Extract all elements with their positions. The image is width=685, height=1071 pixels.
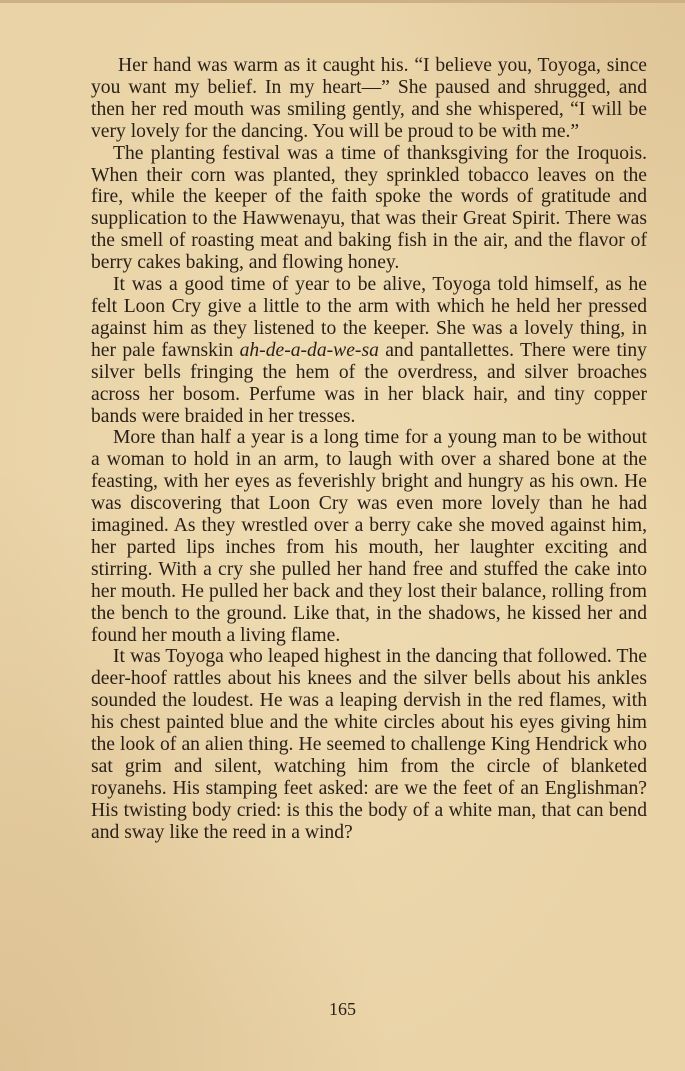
paragraph [91,55,647,143]
paragraph-text: Her hand was warm as it caught his. “I believe you, Toyoga, since you want my belief. In my heart—” She paused and shrugged, and then her red mouth was smiling gently, and she whispered, “I will be very lovely for the dancing. You will be proud to be with me.” [91,55,647,142]
paragraph-text: More than half a year is a long time for a young man to be without a woman to hold in an arm, to laugh with over a shared bone at the feasting, with her eyes as feverishly bright and hungry as his own. He was discovering that Loon Cry was even more lovely than he had imagined. As they wrestled over a berry cake she moved against him, her parted lips inches from his mouth, her laughter exciting and stirring. With a cry she pulled her hand free and stuffed the cake into her mouth. He pulled her back and they lost their balance, rolling from the bench to the ground. Like that, in the shadows, he kissed her and found her mouth a living flame. [91,427,647,646]
paragraph [91,274,647,427]
paragraph [91,143,647,274]
paragraph [91,427,647,646]
body-text [91,55,647,844]
paragraph-text: The planting festival was a time of thanksgiving for the Iroquois. When their corn was planted, they sprinkled tobacco leaves on the fire, while the keeper of the faith spoke the words of gratitude and supplication to the Hawwenayu, that was their Great Spirit. There was the smell of roasting meat and baking fish in the air, and the flavor of berry cakes baking, and flowing honey. [91,142,647,274]
page-number: 165 [329,999,356,1019]
page-top-edge [0,0,685,3]
paragraph-text: and pantallettes. There were tiny silver bells fringing the hem of the overdress, and silver broaches across her bosom. Perfume was in her black hair, and tiny copper bands were braided in her tresses. [91,339,647,427]
paragraph [91,646,647,843]
italic-term: ah-de-a-da-we-sa [239,339,379,361]
paragraph-text: It was Toyoga who leaped highest in the dancing that followed. The deer-hoof rattles about his knees and the silver bells about his ankles sounded the loudest. He was a leaping dervish in the red flames, with his chest painted blue and the white circles about his eyes giving him the look of an alien thing. He seemed to challenge King Hendrick who sat grim and silent, watching him from the circle of blanketed royanehs. His stamping feet asked: are we the feet of an Englishman? His twisting body cried: is this the body of a white man, that can bend and sway like the reed in a wind? [91,646,647,843]
paragraph-text: It was a good time of year to be alive, Toyoga told himself, as he felt Loon Cry give a little to the arm with which he held her pressed against him as they listened to the keeper. She was a lovely thing, in her pale fawnskin [91,274,647,361]
